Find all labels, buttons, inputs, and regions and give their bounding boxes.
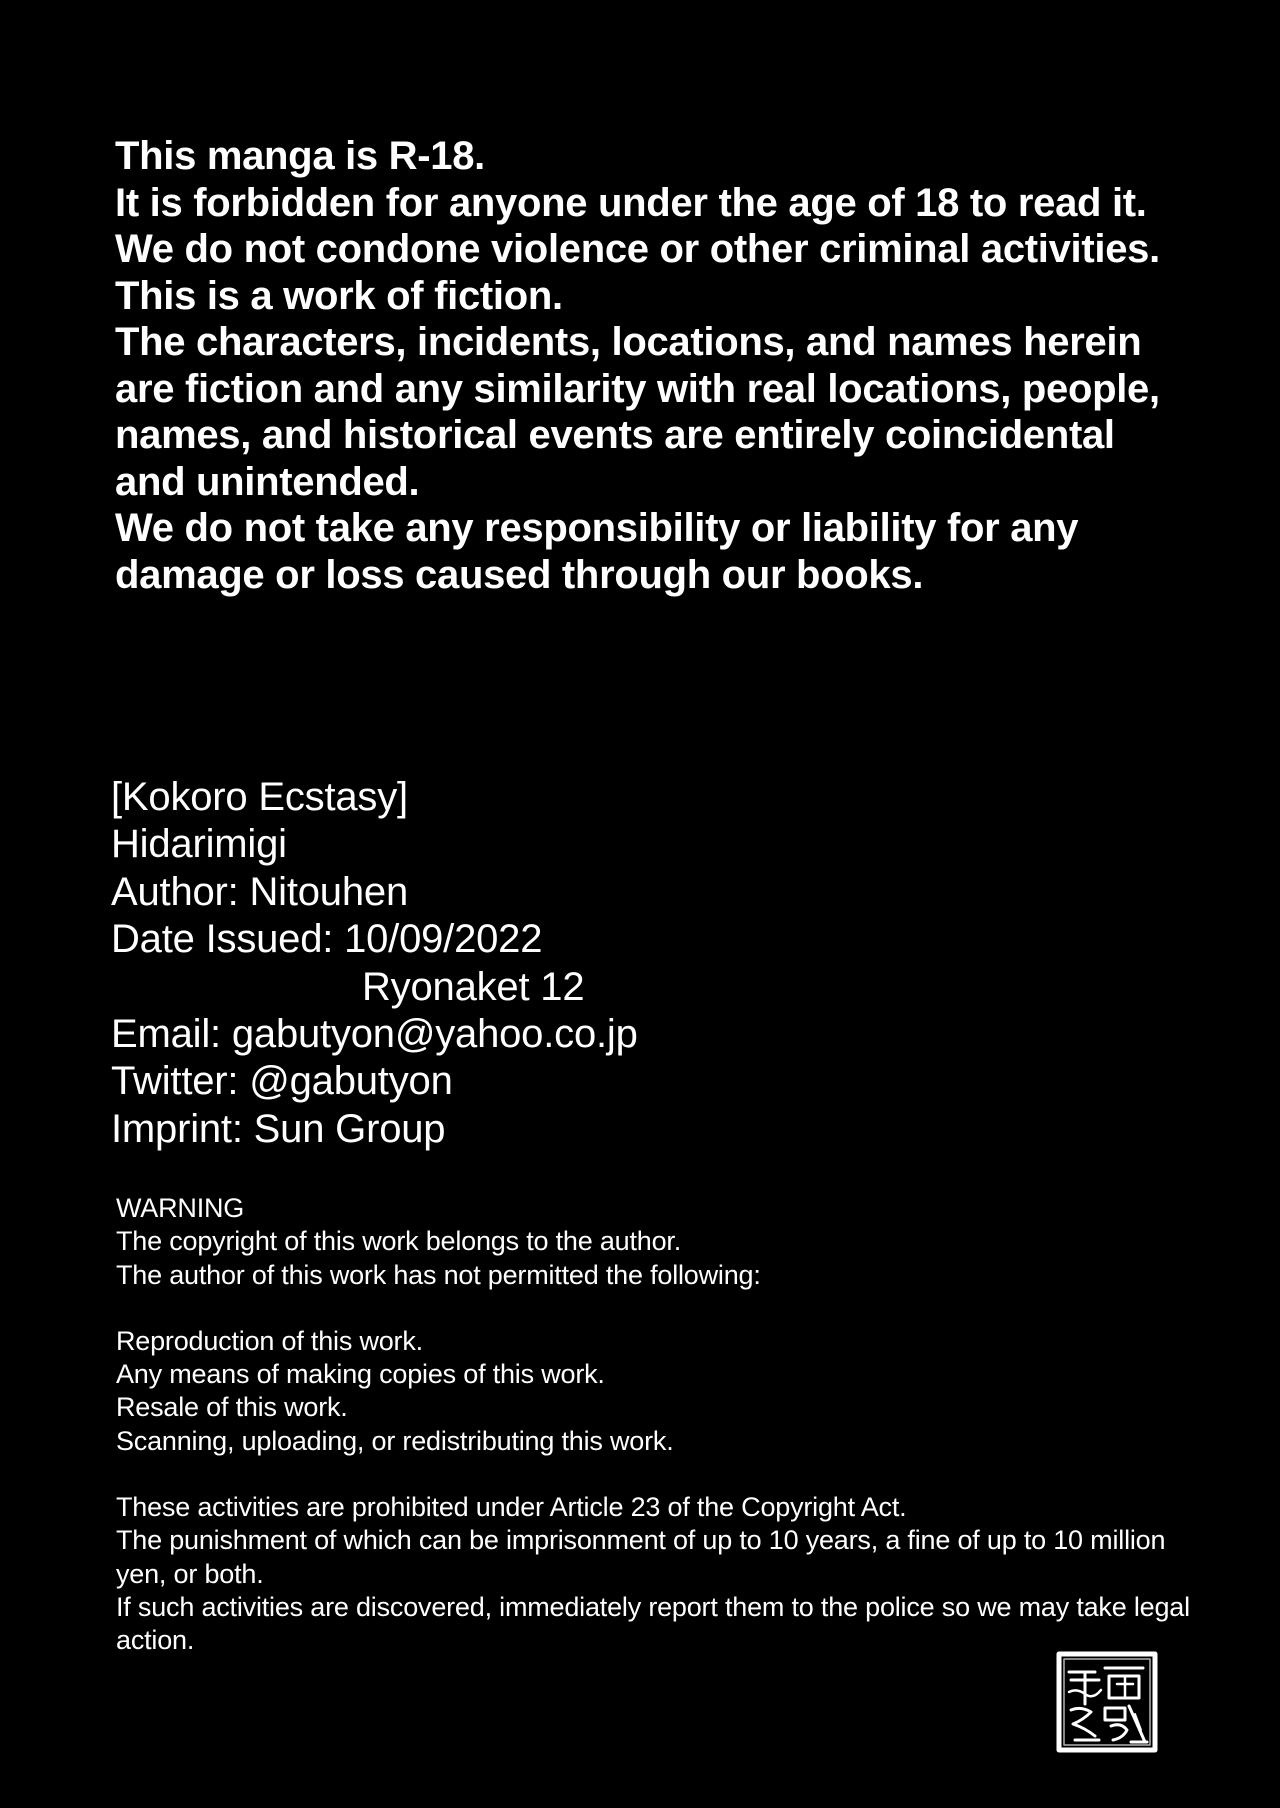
legal-line: If such activities are discovered, immediately report them to the police so we may take legal action. (116, 1591, 1190, 1656)
circle-name: [Kokoro Ecstasy] (111, 775, 408, 819)
event-line: Ryonaket 12 (362, 964, 585, 1009)
twitter-line: Twitter: @gabutyon (111, 1059, 453, 1104)
legal-line: The punishment of which can be imprisonment of up to 10 years, a fine of up to 10 million yen, or both. (116, 1525, 1166, 1589)
disclaimer-line: This is a work of fiction. (115, 273, 563, 318)
prohibited-list (116, 1325, 1216, 1458)
warning-intro-line: The author of this work has not permitted the following: (116, 1259, 761, 1290)
disclaimer-line: This manga is R-18. (115, 134, 485, 178)
date-issued-line: Date Issued: 10/09/2022 (111, 917, 543, 962)
colophon-block (111, 774, 1111, 1153)
email-line: Email: gabutyon@yahoo.co.jp (111, 1012, 638, 1057)
warning-intro-line: The copyright of this work belongs to the author. (116, 1226, 682, 1257)
spacer (116, 1292, 1216, 1325)
disclaimer-block (115, 133, 1195, 598)
book-title: Hidarimigi (111, 822, 287, 867)
hanko-seal-icon (1055, 1650, 1159, 1754)
author-line: Author: Nitouhen (111, 869, 408, 914)
warning-heading: WARNING (116, 1193, 245, 1223)
prohibited-item: Resale of this work. (116, 1392, 348, 1423)
disclaimer-line: We do not condone violence or other criminal activities. (115, 227, 1160, 271)
disclaimer-line: We do not take any responsibility or liability for any damage or loss caused through our books. (115, 506, 1079, 597)
prohibited-item: Scanning, uploading, or redistributing this work. (116, 1425, 674, 1456)
disclaimer-line: It is forbidden for anyone under the age of 18 to read it. (115, 180, 1147, 225)
disclaimer-line: The characters, incidents, locations, and names herein are fiction and any similarity with real locations, people, names, and historical events are entirely coincidental and unintended. (115, 320, 1160, 504)
spacer (116, 1458, 1216, 1491)
imprint-line: Imprint: Sun Group (111, 1106, 446, 1151)
prohibited-item: Any means of making copies of this work. (116, 1359, 605, 1390)
prohibited-item: Reproduction of this work. (116, 1325, 423, 1356)
legal-line: These activities are prohibited under Article 23 of the Copyright Act. (116, 1492, 907, 1523)
copyright-warning (116, 1192, 1216, 1658)
